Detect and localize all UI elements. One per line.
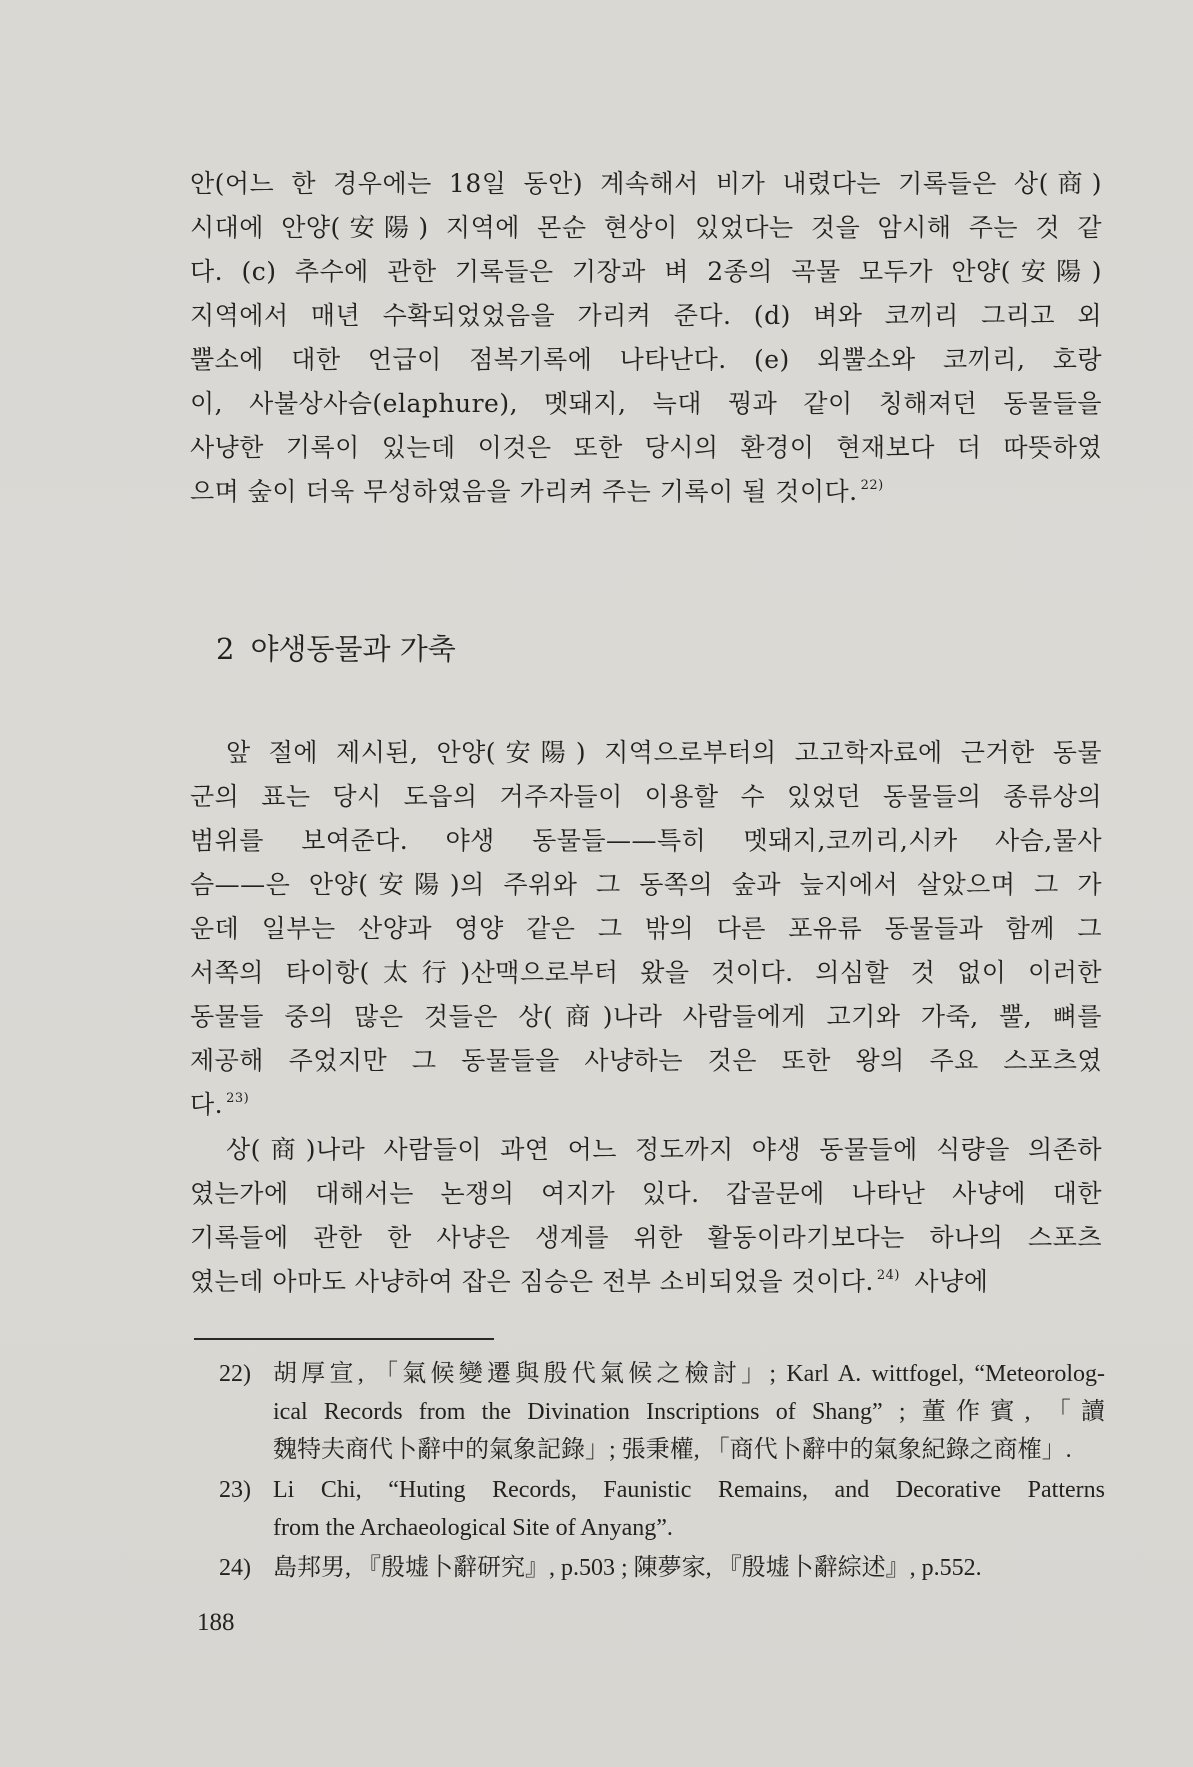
body-line-text: 으며 숲이 더욱 무성하였음을 가리켜 주는 기록이 될 것이다. [190, 477, 858, 506]
page-number: 188 [197, 1609, 235, 1636]
body-line: 슴——은 안양(安陽)의 주위와 그 동쪽의 숲과 늪지에서 살았으며 그 가 [190, 870, 1102, 899]
body-line: 다. (c) 추수에 관한 기록들은 기장과 벼 2종의 곡물 모두가 안양(安陽) [190, 257, 1102, 286]
body-line: 군의 표는 당시 도읍의 거주자들이 이용할 수 있었던 동물들의 종류상의 [190, 782, 1102, 811]
body-line-text: 였는데 아마도 사냥하여 잡은 짐승은 전부 소비되었을 것이다. [190, 1267, 874, 1296]
body-line: 기록들에 관한 한 사냥은 생계를 위한 활동이라기보다는 하나의 스포츠 [190, 1223, 1102, 1252]
footnote-line: 島邦男, 『殷墟卜辭研究』, p.503 ; 陳夢家, 『殷墟卜辭綜述』, p.552. [273, 1555, 982, 1581]
footnote-line: Li Chi, “Huting Records, Faunistic Remains, and Decorative Patterns [273, 1477, 1105, 1503]
body-line: 였는가에 대해서는 논쟁의 여지가 있다. 갑골문에 나타난 사냥에 대한 [190, 1179, 1102, 1208]
body-line: 지역에서 매년 수확되었었음을 가리켜 준다. (d) 벼와 코끼리 그리고 외 [190, 301, 1102, 330]
section-number: 2 [216, 632, 235, 666]
body-line: 운데 일부는 산양과 영양 같은 그 밖의 다른 포유류 동물들과 함께 그 [190, 914, 1102, 943]
footnote-divider [194, 1338, 494, 1340]
body-line: 제공해 주었지만 그 동물들을 사냥하는 것은 또한 왕의 주요 스포츠였 [190, 1046, 1102, 1075]
body-line: 시대에 안양(安陽) 지역에 몬순 현상이 있었다는 것을 암시해 주는 것 같 [190, 213, 1102, 242]
body-line: 앞 절에 제시된, 안양(安陽) 지역으로부터의 고고학자료에 근거한 동물 [226, 738, 1102, 767]
section-title: 야생동물과 가축 [250, 632, 456, 666]
footnote-number: 24) [219, 1555, 251, 1581]
body-line-tail: 사냥에 [914, 1267, 989, 1296]
footnote-line: 胡厚宣, 「氣候變遷與殷代氣候之檢討」; Karl A. wittfogel, “Meteorolog- [273, 1361, 1105, 1387]
body-line: 이, 사불상사슴(elaphure), 멧돼지, 늑대 꿩과 같이 칭해져던 동물들을 [190, 389, 1102, 418]
footnote-number: 23) [219, 1477, 251, 1503]
footnote-line: 魏特夫商代卜辭中的氣象記錄」; 張秉權, 「商代卜辭中的氣象紀錄之商榷」. [273, 1437, 1072, 1463]
footnote-line: from the Archaeological Site of Anyang”. [273, 1515, 673, 1541]
body-line: 서쪽의 타이항(太行)산맥으로부터 왔을 것이다. 의심할 것 없이 이러한 [190, 958, 1102, 987]
body-line: 상(商)나라 사람들이 과연 어느 정도까지 야생 동물들에 식량을 의존하 [226, 1135, 1102, 1164]
body-line [190, 1085, 1102, 1125]
body-line: 사냥한 기록이 있는데 이것은 또한 당시의 환경이 현재보다 더 따뜻하였 [190, 433, 1102, 462]
body-line: 범위를 보여준다. 야생 동물들——특히 멧돼지,코끼리,시카 사슴,물사 [190, 826, 1102, 855]
body-line [190, 1262, 1102, 1302]
footnote-ref-22[interactable]: 22) [860, 478, 884, 493]
body-line: 안(어느 한 경우에는 18일 동안) 계속해서 비가 내렸다는 기록들은 상(商) [190, 169, 1102, 198]
footnote-ref-23[interactable]: 23) [226, 1091, 250, 1106]
body-line [190, 472, 1102, 512]
section-heading [216, 627, 456, 671]
body-line: 뿔소에 대한 언급이 점복기록에 나타난다. (e) 외뿔소와 코끼리, 호랑 [190, 345, 1102, 374]
footnote-line: ical Records from the Divination Inscriptions of Shang” ; 董作賓, 「讀 [273, 1399, 1105, 1425]
footnote-ref-24[interactable]: 24) [876, 1268, 900, 1283]
footnote-number: 22) [219, 1361, 251, 1387]
body-line: 동물들 중의 많은 것들은 상(商)나라 사람들에게 고기와 가죽, 뿔, 뼈를 [190, 1002, 1102, 1031]
body-line-text: 다. [190, 1090, 224, 1119]
